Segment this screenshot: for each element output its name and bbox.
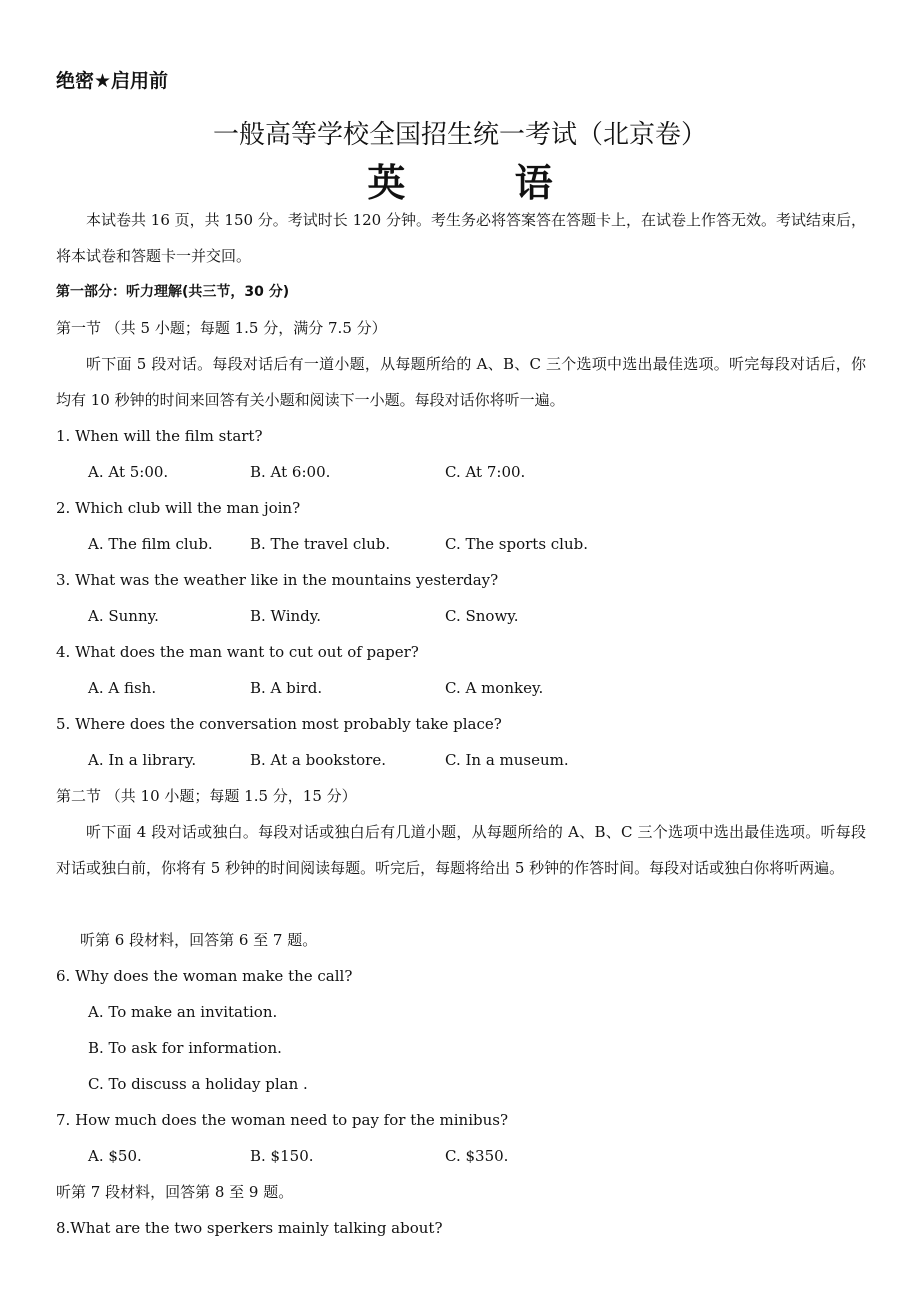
question-1-option-a: A. At 5:00. bbox=[88, 463, 169, 481]
question-1: 1. When will the film start? bbox=[56, 427, 263, 445]
exam-instructions: 本试卷共 16 页，共 150 分。考试时长 120 分钟。考生务必将答案答在答题卡上，在试卷上作答无效。考试结束后，将本试卷和答题卡一并交回。 bbox=[56, 211, 866, 265]
question-4-option-b: B. A bird. bbox=[250, 679, 323, 697]
material-6-note: 听第 6 段材料，回答第 6 至 7 题。 bbox=[80, 931, 318, 949]
question-5-option-a: A. In a library. bbox=[88, 751, 197, 769]
subject-title: 英 语 bbox=[367, 161, 601, 205]
question-1-option-b: B. At 6:00. bbox=[250, 463, 331, 481]
material-7-note: 听第 7 段材料，回答第 8 至 9 题。 bbox=[56, 1183, 294, 1201]
section1-instructions: 听下面 5 段对话。每段对话后有一道小题，从每题所给的 A、B、C 三个选项中选出最佳选项。听完每段对话后，你均有 10 秒钟的时间来回答有关小题和阅读下一小题。每段对话你将听一遍。 bbox=[56, 355, 866, 409]
question-5-option-b: B. At a bookstore. bbox=[250, 751, 386, 769]
question-6-option-a: A. To make an invitation. bbox=[88, 1003, 278, 1021]
question-8: 8.What are the two sperkers mainly talking about? bbox=[56, 1219, 443, 1237]
question-6-option-b: B. To ask for information. bbox=[88, 1039, 282, 1057]
exam-title: 一般高等学校全国招生统一考试（北京卷） bbox=[212, 120, 707, 150]
question-5: 5. Where does the conversation most probably take place? bbox=[56, 715, 502, 733]
question-7: 7. How much does the woman need to pay for the minibus? bbox=[56, 1111, 509, 1129]
part1-heading: 第一部分：听力理解(共三节，30 分) bbox=[56, 284, 290, 300]
section1-heading: 第一节 （共 5 小题；每题 1.5 分，满分 7.5 分） bbox=[56, 319, 387, 337]
question-2-option-b: B. The travel club. bbox=[250, 535, 391, 553]
question-6: 6. Why does the woman make the call? bbox=[56, 967, 353, 985]
question-2-option-a: A. The film club. bbox=[88, 535, 213, 553]
question-4: 4. What does the man want to cut out of paper? bbox=[56, 643, 419, 661]
question-2: 2. Which club will the man join? bbox=[56, 499, 301, 517]
question-3-option-c: C. Snowy. bbox=[445, 607, 519, 625]
question-4-option-c: C. A monkey. bbox=[445, 679, 544, 697]
section2-heading: 第二节 （共 10 小题；每题 1.5 分，15 分） bbox=[56, 787, 357, 805]
question-7-option-c: C. $350. bbox=[445, 1147, 509, 1165]
question-4-option-a: A. A fish. bbox=[88, 679, 157, 697]
section2-instructions: 听下面 4 段对话或独白。每段对话或独白后有几道小题，从每题所给的 A、B、C 三个选项中选出最佳选项。听每段对话或独白前，你将有 5 秒钟的时间阅读每题。听完后，每题将给出 5 秒钟的作答时间。每段对话或独白你将听两遍。 bbox=[56, 823, 866, 877]
question-2-option-c: C. The sports club. bbox=[445, 535, 589, 553]
question-3-option-b: B. Windy. bbox=[250, 607, 322, 625]
question-7-option-a: A. $50. bbox=[88, 1147, 142, 1165]
question-5-option-c: C. In a museum. bbox=[445, 751, 569, 769]
question-1-option-c: C. At 7:00. bbox=[445, 463, 526, 481]
question-7-option-b: B. $150. bbox=[250, 1147, 314, 1165]
question-3-option-a: A. Sunny. bbox=[88, 607, 159, 625]
question-3: 3. What was the weather like in the mountains yesterday? bbox=[56, 571, 499, 589]
question-6-option-c: C. To discuss a holiday plan . bbox=[88, 1075, 308, 1093]
confidential-label: 绝密★启用前 bbox=[56, 70, 169, 92]
